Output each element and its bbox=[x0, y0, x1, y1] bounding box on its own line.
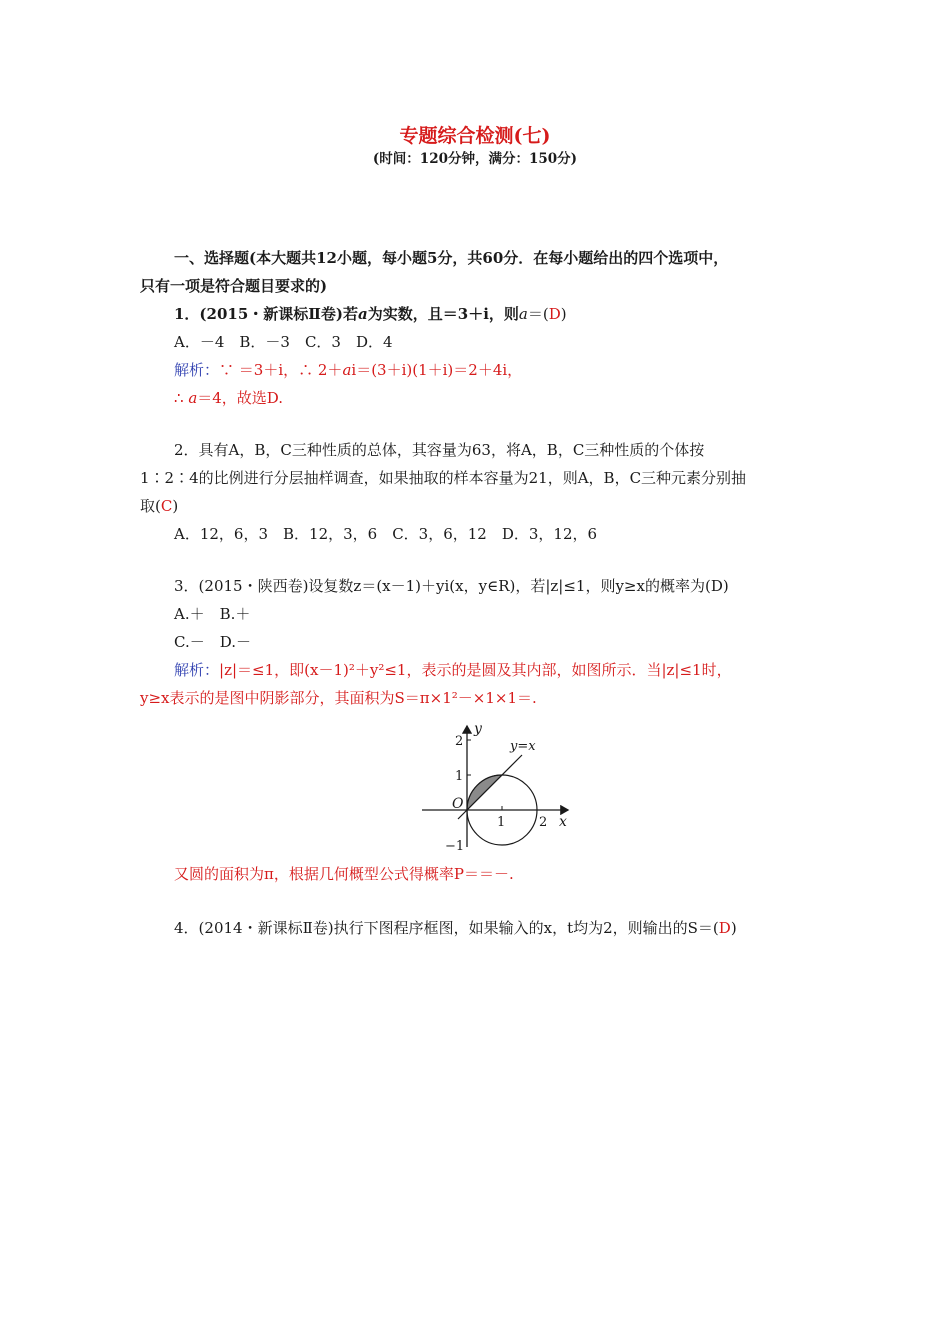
label-y: y bbox=[474, 722, 482, 737]
q2-answer: C bbox=[160, 497, 173, 515]
q1-var-a: a bbox=[358, 305, 368, 323]
tick-label-x2: 2 bbox=[539, 815, 548, 830]
tick-label-yneg1: −1 bbox=[445, 839, 465, 852]
q4-stem-pre: 4．(2014・新课标Ⅱ卷)执行下图程序框图，如果输入的x，t均为2，则输出的S＝( bbox=[174, 919, 719, 937]
q4-stem-close: ) bbox=[730, 919, 737, 937]
question-3-analysis-line2: y≥x表示的是图中阴影部分，其面积为S＝π×1²－×1×1＝. bbox=[140, 689, 537, 707]
label-line: y=x bbox=[510, 739, 536, 754]
q1-analysis-var2: a bbox=[188, 389, 198, 407]
tick-label-y1: 1 bbox=[455, 769, 464, 784]
q1-analysis-text1: ∵ ＝3＋i，∴ 2＋ bbox=[219, 361, 343, 379]
question-2-line3 bbox=[140, 496, 178, 516]
tick-label-x1: 1 bbox=[497, 815, 506, 830]
question-3-options-2: C.－ D.－ bbox=[174, 633, 251, 651]
q1-analysis-label: 解析： bbox=[174, 361, 220, 379]
question-1-analysis-line2 bbox=[174, 388, 283, 408]
q1-analysis-pre2: ∴ bbox=[174, 389, 189, 407]
q1-stem-eq: ＝( bbox=[527, 305, 549, 323]
q1-stem-close: ) bbox=[560, 305, 567, 323]
question-4-stem bbox=[174, 918, 737, 938]
label-x: x bbox=[559, 814, 567, 830]
q1-stem-mid: 为实数，且＝3＋i，则 bbox=[367, 305, 519, 323]
question-3-analysis-line1 bbox=[174, 660, 732, 680]
q1-analysis-rest2: ＝4，故选D. bbox=[197, 389, 284, 407]
question-3-conclusion: 又圆的面积为π，根据几何概型公式得概率P＝＝－. bbox=[174, 865, 514, 883]
page-title: 专题综合检测(七) bbox=[399, 125, 551, 147]
q1-analysis-var: a bbox=[342, 361, 352, 379]
q2-line3-close: ) bbox=[172, 497, 179, 515]
q1-var-a2: a bbox=[518, 305, 528, 323]
page-subtitle: (时间：120分钟，满分：150分) bbox=[372, 151, 578, 167]
question-1-options: A．－4 B．－3 C．3 D．4 bbox=[174, 333, 393, 351]
question-2-options: A．12，6，3 B．12，3，6 C．3，6，12 D．3，12，6 bbox=[174, 525, 598, 543]
section-heading-line1: 一、选择题(本大题共12小题，每小题5分，共60分．在每小题给出的四个选项中， bbox=[174, 249, 729, 267]
unit-circle-figure bbox=[418, 722, 578, 852]
q3-analysis-label: 解析： bbox=[174, 661, 220, 679]
question-2-line1: 2．具有A，B，C三种性质的总体，其容量为63，将A，B，C三种性质的个体按 bbox=[174, 441, 705, 459]
question-3-stem: 3．(2015・陕西卷)设复数z＝(x－1)＋yi(x，y∈R)，若|z|≤1，则y≥x的概率为(D) bbox=[174, 577, 729, 595]
section-heading-line2: 只有一项是符合题目要求的) bbox=[140, 277, 328, 295]
q3-analysis-text1: |z|＝≤1，即(x－1)²＋y²≤1，表示的是圆及其内部，如图所示．当|z|≤1时， bbox=[219, 661, 732, 679]
question-3-options-1: A.＋ B.＋ bbox=[174, 605, 251, 623]
q1-analysis-text1-rest: i＝(3＋i)(1＋i)＝2＋4i， bbox=[351, 361, 523, 379]
q2-line3-pre: 取( bbox=[140, 497, 161, 515]
tick-label-y2: 2 bbox=[455, 734, 464, 749]
question-1-stem bbox=[174, 304, 567, 324]
question-1-analysis-line1 bbox=[174, 360, 522, 380]
label-origin: O bbox=[452, 796, 464, 812]
q4-answer: D bbox=[718, 919, 731, 937]
q1-answer: D bbox=[548, 305, 561, 323]
question-2-line2: 1∶2∶4的比例进行分层抽样调查，如果抽取的样本容量为21，则A，B，C三种元素分别抽 bbox=[140, 469, 747, 487]
q1-stem-pre: 1．(2015・新课标Ⅱ卷)若 bbox=[174, 305, 359, 323]
